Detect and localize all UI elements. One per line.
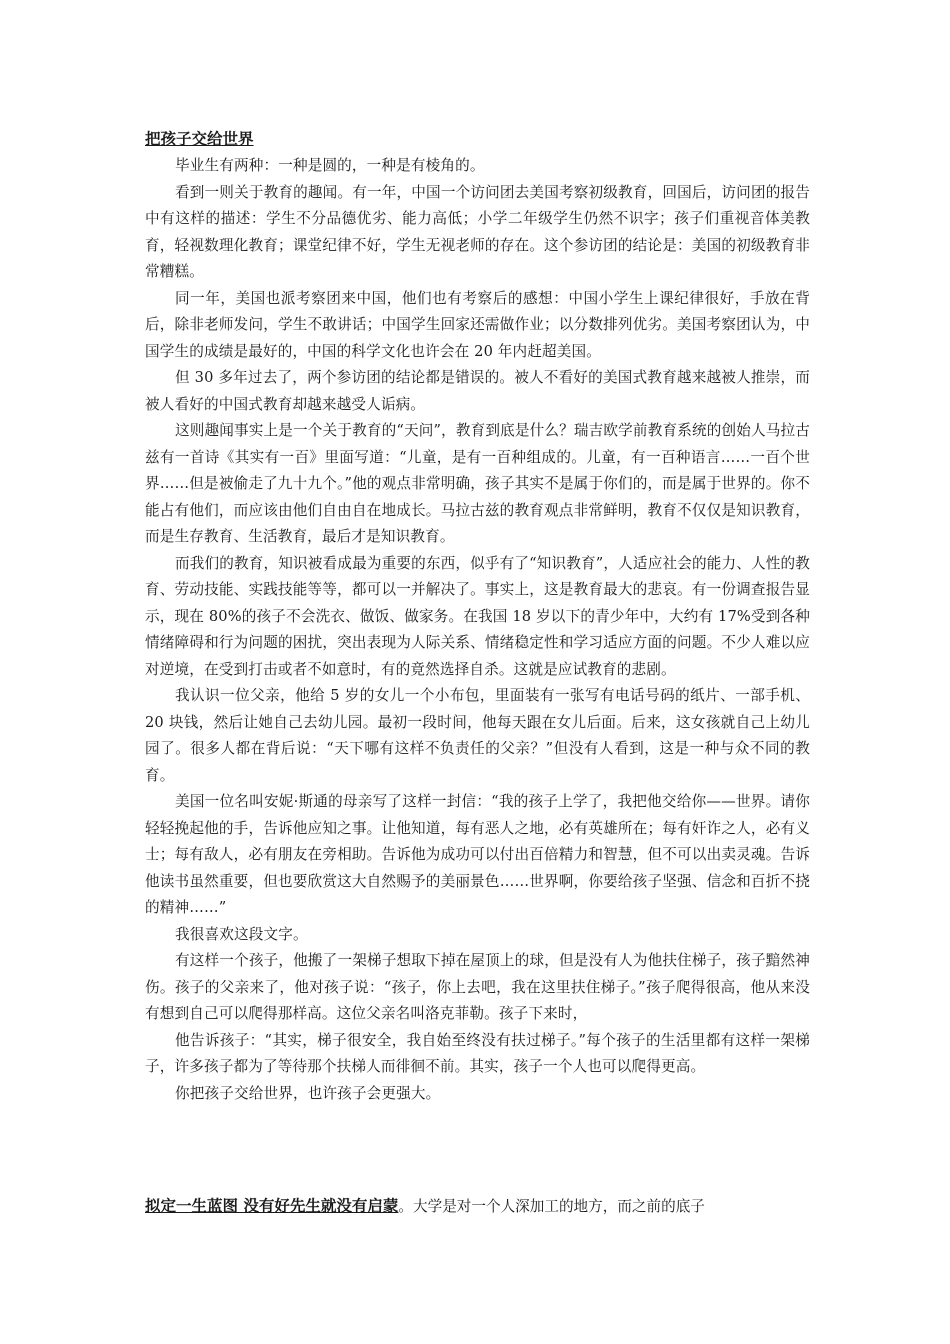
article — [145, 127, 810, 1107]
paragraph: 你把孩子交给世界，也许孩子会更强大。 — [175, 1084, 441, 1102]
paragraph: 美国一位名叫安妮·斯通的母亲写了这样一封信：“我的孩子上学了，我把他交给你——世界。请你轻轻挽起他的手，告诉他应知之事。让他知道，每有恶人之地，必有英雄所在；每有奸诈之人，必有义士；每有敌人，必有朋友在旁相助。告诉他为成功可以付出百倍精力和智慧，但不可以出卖灵魂。告诉他读书虽然重要，但也要欣赏这大自然赐予的美丽景色……世界啊，你要给孩子坚强、信念和百折不挠的精神……” — [145, 793, 810, 916]
paragraph: 看到一则关于教育的趣闻。有一年，中国一个访问团去美国考察初级教育，回国后，访问团的报告中有这样的描述：学生不分品德优劣、能力高低；小学二年级学生仍然不识字；孩子们重视音体美教育，轻视数理化教育；课堂纪律不好，学生无视老师的存在。这个参访团的结论是：美国的初级教育非常糟糕。 — [145, 183, 810, 280]
paragraph: 而我们的教育，知识被看成最为重要的东西，似乎有了“知识教育”，人适应社会的能力、人性的教育、劳动技能、实践技能等等，都可以一并解决了。事实上，这是教育最大的悲哀。有一份调查报告显示，现在 80%的孩子不会洗衣、做饭、做家务。在我国 18 岁以下的青少年中，大约有 17%受到各种情绪障碍和行为问题的困扰，突出表现为人际关系、情绪稳定性和学习适应方面的问题。不少人难以应对逆境，在受到打击或者不如意时，有的竟然选择自杀。这就是应试教育的悲剧。 — [145, 554, 810, 678]
article-title: 把孩子交给世界 — [145, 130, 254, 148]
paragraph: 同一年，美国也派考察团来中国，他们也有考察后的感想：中国小学生上课纪律很好，手放在背后，除非老师发问，学生不敢讲话；中国学生回家还需做作业；以分数排列优劣。美国考察团认为，中国学生的成绩是最好的，中国的科学文化也许会在 20 年内赶超美国。 — [145, 289, 810, 360]
next-section-heading: 拟定一生蓝图 没有好先生就没有启蒙 — [145, 1197, 399, 1215]
paragraph: 这则趣闻事实上是一个关于教育的“天问”，教育到底是什么？瑞吉欧学前教育系统的创始人马拉古兹有一首诗《其实有一百》里面写道：“儿童，是有一百种组成的。儿童，有一百种语言……一百个世界……但是被偷走了九十九个。”他的观点非常明确，孩子其实不是属于你们的，而是属于世界的。你不能占有他们，而应该由他们自由自在地成长。马拉古兹的教育观点非常鲜明，教育不仅仅是知识教育，而是生存教育、生活教育，最后才是知识教育。 — [145, 422, 810, 545]
paragraph: 但 30 多年过去了，两个参访团的结论都是错误的。被人不看好的美国式教育越来越被人推崇，而被人看好的中国式教育却越来越受人诟病。 — [145, 369, 810, 413]
paragraph: 他告诉孩子：“其实，梯子很安全，我自始至终没有扶过梯子。”每个孩子的生活里都有这样一架梯子，许多孩子都为了等待那个扶梯人而徘徊不前。其实，孩子一个人也可以爬得更高。 — [145, 1031, 810, 1075]
paragraph: 我认识一位父亲，他给 5 岁的女儿一个小布包，里面装有一张写有电话号码的纸片、一部手机、20 块钱，然后让她自己去幼儿园。最初一段时间，他每天跟在女儿后面。后来，这女孩就自己上幼儿园了。很多人都在背后说：“天下哪有这样不负责任的父亲？”但没有人看到，这是一种与众不同的教育。 — [145, 687, 810, 784]
paragraph: 毕业生有两种：一种是圆的，一种是有棱角的。 — [175, 157, 485, 174]
next-section-text: 。大学是对一个人深加工的地方，而之前的底子 — [398, 1198, 705, 1215]
paragraph: 有这样一个孩子，他搬了一架梯子想取下掉在屋顶上的球，但是没有人为他扶住梯子，孩子黯然神伤。孩子的父亲来了，他对孩子说：“孩子，你上去吧，我在这里扶住梯子。”孩子爬得很高，他从来没有想到自己可以爬得那样高。这位父亲名叫洛克菲勒。孩子下来时， — [145, 952, 810, 1022]
next-section — [145, 1193, 810, 1220]
paragraph: 我很喜欢这段文字。 — [175, 925, 308, 943]
